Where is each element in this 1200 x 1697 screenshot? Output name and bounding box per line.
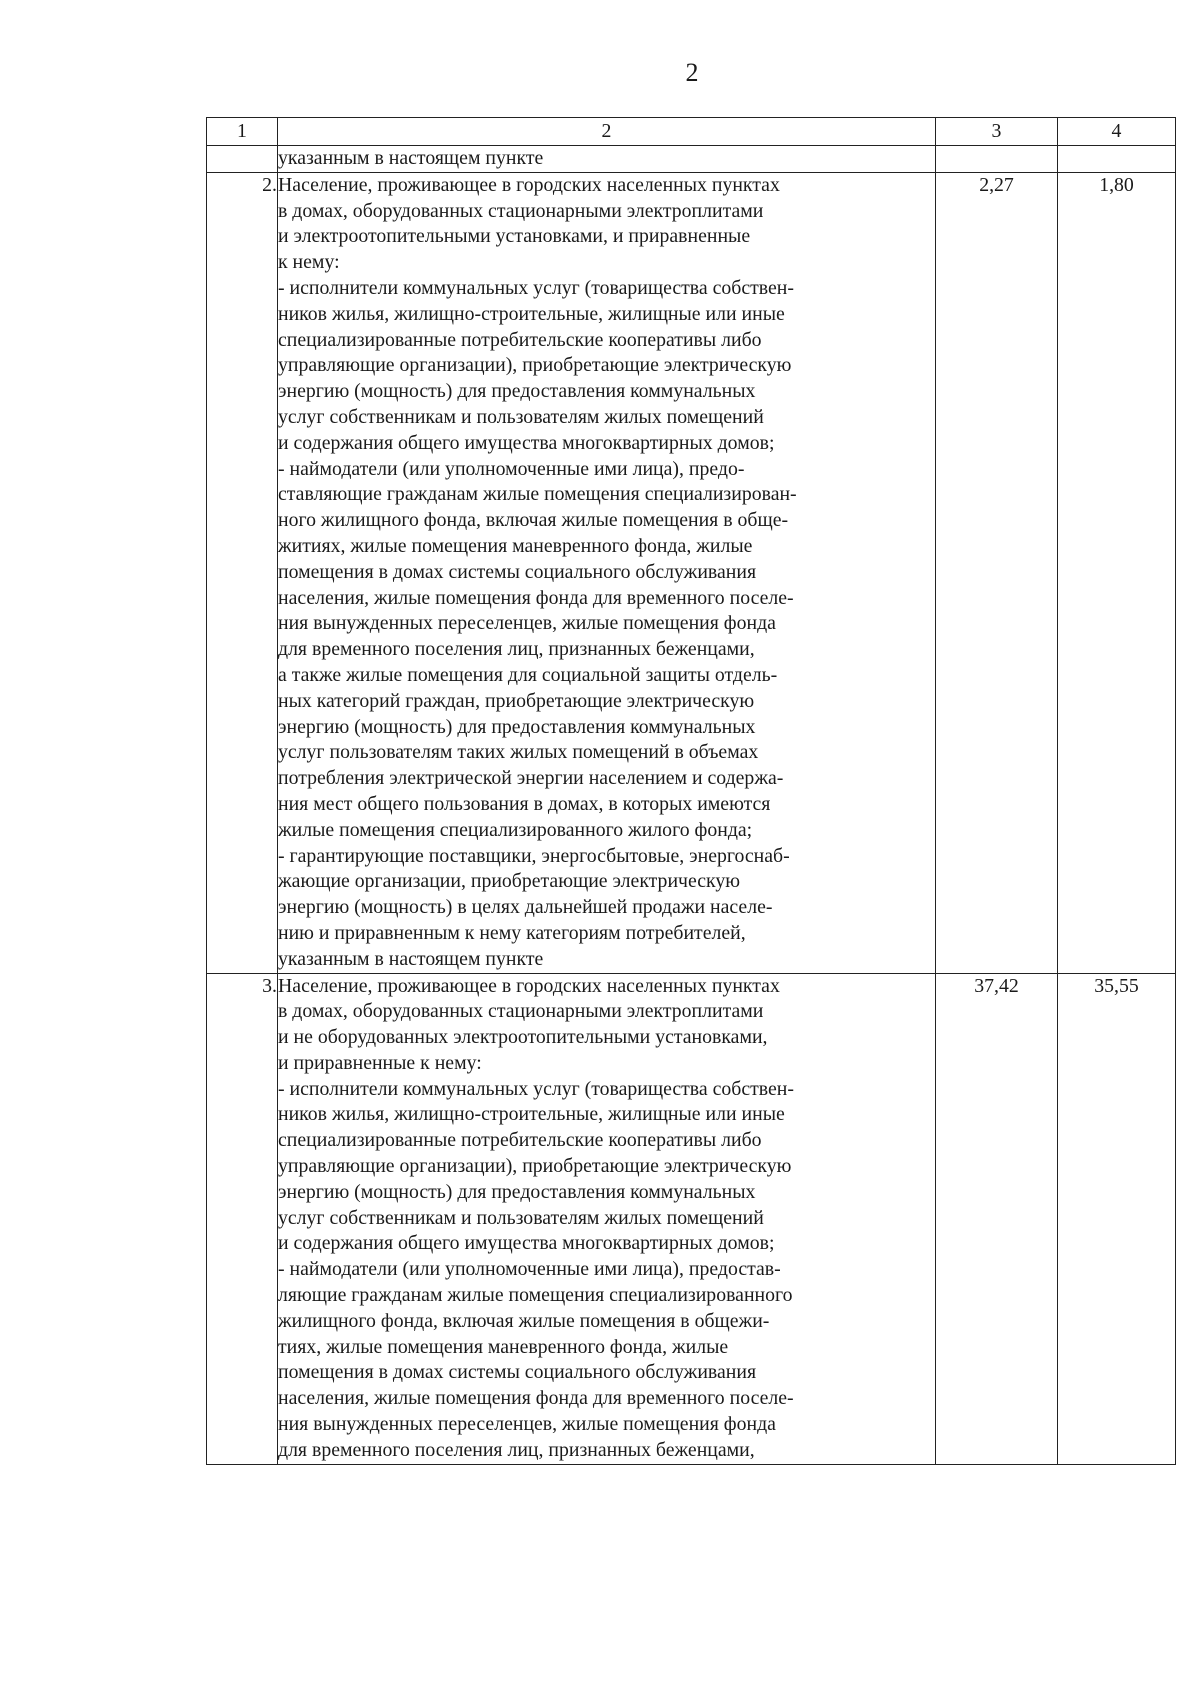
- description-line: ных категорий граждан, приобретающие электрическую: [278, 689, 755, 712]
- tariff-value-col4: [1058, 146, 1176, 173]
- description-line: - гарантирующие поставщики, энергосбытовые, энергоснаб-: [278, 844, 790, 867]
- description-line: указанным в настоящем пункте: [278, 947, 544, 970]
- description-line: жающие организации, приобретающие электрическую: [278, 870, 741, 893]
- table-row: [207, 172, 1176, 973]
- description-line: в домах, оборудованных стационарными электроплитами: [278, 1000, 764, 1023]
- description-line: населения, жилые помещения фонда для временного поселе-: [278, 586, 794, 609]
- description-line: - наймодатели (или уполномоченные ими лица), предостав-: [278, 1258, 781, 1281]
- row-number-cell: [207, 146, 278, 173]
- description-line: специализированные потребительские кооперативы либо: [278, 328, 762, 351]
- description-line: энергию (мощность) для предоставления коммунальных: [278, 380, 756, 403]
- header-cell-4: 4: [1058, 118, 1176, 146]
- description-line: ставляющие гражданам жилые помещения специализирован-: [278, 483, 797, 506]
- table-header-row: [207, 118, 1176, 146]
- description-line: энергию (мощность) для предоставления коммунальных: [278, 715, 756, 738]
- description-line: Население, проживающее в городских населенных пунктах: [278, 173, 780, 196]
- header-cell-1: 1: [207, 118, 278, 146]
- description-line: Население, проживающее в городских населенных пунктах: [278, 974, 780, 997]
- description-line: помещения в домах системы социального обслуживания: [278, 560, 757, 583]
- row-description-cell: [278, 146, 936, 173]
- tariff-value-col3: 2,27: [936, 172, 1058, 973]
- description-line: энергию (мощность) для предоставления коммунальных: [278, 1180, 756, 1203]
- description-line: и содержания общего имущества многоквартирных домов;: [278, 1232, 775, 1255]
- description-line: энергию (мощность) в целях дальнейшей продажи населе-: [278, 896, 773, 919]
- description-line: жилищного фонда, включая жилые помещения в общежи-: [278, 1309, 770, 1332]
- description-line: для временного поселения лиц, признанных беженцами,: [278, 638, 755, 661]
- description-line: ляющие гражданам жилые помещения специализированного: [278, 1284, 793, 1307]
- description-line: ния вынужденных переселенцев, жилые помещения фонда: [278, 1413, 776, 1436]
- description-line: и не оборудованных электроотопительными установками,: [278, 1026, 768, 1049]
- description-line: тиях, жилые помещения маневренного фонда, жилые: [278, 1335, 729, 1358]
- description-line: ников жилья, жилищно-строительные, жилищные или иные: [278, 1103, 785, 1126]
- row-description-cell: [278, 973, 936, 1464]
- description-line: услуг собственникам и пользователям жилых помещений: [278, 1206, 764, 1229]
- description-line: управляющие организации), приобретающие электрическую: [278, 1155, 792, 1178]
- description-line: специализированные потребительские кооперативы либо: [278, 1129, 762, 1152]
- description-line: для временного поселения лиц, признанных беженцами,: [278, 1438, 755, 1461]
- description-line: ния вынужденных переселенцев, жилые помещения фонда: [278, 612, 776, 635]
- row-number-cell: 2.: [207, 172, 278, 973]
- description-line: и электроотопительными установками, и приравненные: [278, 225, 751, 248]
- tariff-value-col3: [936, 146, 1058, 173]
- page-number: 2: [685, 58, 699, 87]
- row-description-cell: [278, 172, 936, 973]
- description-line: помещения в домах системы социального обслуживания: [278, 1361, 757, 1384]
- description-line: услуг пользователям таких жилых помещений в объемах: [278, 741, 759, 764]
- description-line: а также жилые помещения для социальной защиты отдель-: [278, 663, 778, 686]
- header-cell-2: 2: [278, 118, 936, 146]
- description-line: и содержания общего имущества многоквартирных домов;: [278, 431, 775, 454]
- description-line: услуг собственникам и пользователям жилых помещений: [278, 405, 764, 428]
- tariff-value-col3: 37,42: [936, 973, 1058, 1464]
- description-line: житиях, жилые помещения маневренного фонда, жилые: [278, 534, 753, 557]
- description-line: ников жилья, жилищно-строительные, жилищные или иные: [278, 302, 785, 325]
- description-line: - исполнители коммунальных услуг (товарищества собствен-: [278, 1077, 794, 1100]
- description-line: - исполнители коммунальных услуг (товарищества собствен-: [278, 276, 794, 299]
- description-line: ния мест общего пользования в домах, в которых имеются: [278, 792, 771, 815]
- table-row: [207, 973, 1176, 1464]
- row-number-cell: 3.: [207, 973, 278, 1464]
- description-line: жилые помещения специализированного жилого фонда;: [278, 818, 753, 841]
- tariff-value-col4: 1,80: [1058, 172, 1176, 973]
- header-cell-3: 3: [936, 118, 1058, 146]
- tariff-value-col4: 35,55: [1058, 973, 1176, 1464]
- description-line: населения, жилые помещения фонда для временного поселе-: [278, 1387, 794, 1410]
- tariff-table: [206, 117, 1176, 1465]
- description-line: ного жилищного фонда, включая жилые помещения в обще-: [278, 509, 789, 532]
- description-line: нию и приравненным к нему категориям потребителей,: [278, 921, 746, 944]
- description-line: указанным в настоящем пункте: [278, 147, 544, 169]
- description-line: - наймодатели (или уполномоченные ими лица), предо-: [278, 457, 745, 480]
- table-row: [207, 146, 1176, 173]
- description-line: потребления электрической энергии населением и содержа-: [278, 767, 784, 790]
- description-line: в домах, оборудованных стационарными электроплитами: [278, 199, 764, 222]
- description-line: управляющие организации), приобретающие электрическую: [278, 354, 792, 377]
- description-line: к нему:: [278, 251, 340, 274]
- description-line: и приравненные к нему:: [278, 1051, 482, 1074]
